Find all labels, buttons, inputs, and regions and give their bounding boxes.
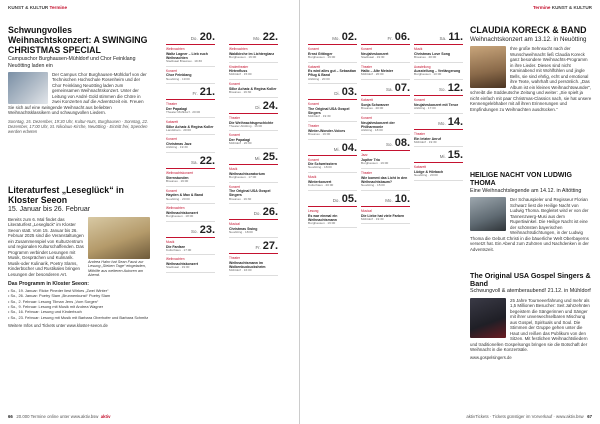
- event-title: Die Weihnachtsgeschichte: [229, 120, 274, 125]
- event-entry: [229, 168, 278, 183]
- event-venue: Altötting · 17:00: [414, 106, 436, 111]
- event-category: Weihnachten: [166, 47, 185, 51]
- event-venue: Braunau · 20:00: [361, 106, 384, 111]
- event-venue: Mühldorf · 19:30: [308, 114, 331, 119]
- event-category: Theater: [361, 171, 372, 176]
- weekday: Fr.: [255, 244, 261, 250]
- event-venue: Kulturhaus · 20:00: [308, 183, 334, 188]
- event-entry: [361, 154, 410, 169]
- page-number: 67: [587, 414, 592, 419]
- article-subtitle: Eine Weihnachtslegende am 14.12. in Altötting: [470, 188, 582, 194]
- event-venue: Kulturhaus · 17:00: [166, 247, 192, 252]
- article-title: CLAUDIA KORECK & BAND: [470, 25, 587, 35]
- event-entry: [414, 66, 463, 81]
- day-header: [414, 150, 463, 163]
- day-number: 11.: [448, 31, 463, 43]
- program-item: • So., 19. Januar: Ricke Pineder liest Wirkes „Zwei Winter“: [8, 288, 109, 294]
- calendar-column-3: [308, 30, 357, 408]
- event-category: Musical: [361, 208, 372, 213]
- event-title: Neujahrskonzert der Philharmonie: [361, 120, 395, 129]
- event-category: Konzert: [166, 68, 177, 73]
- day-header: [166, 87, 215, 100]
- weekday: Di.: [334, 91, 340, 97]
- event-title: Die Fanfare: [166, 244, 186, 249]
- event-category: Musik: [414, 47, 423, 51]
- day-header: [308, 32, 357, 45]
- article-footnote: www.gospelsingers.de: [470, 354, 512, 360]
- event-title: Der Papalagi: [166, 107, 188, 112]
- event-venue: Stadtsaal Braunau · 19:30: [166, 58, 202, 63]
- event-title: Weihnachtskonzert: [166, 262, 199, 267]
- day-number: 22.: [262, 31, 278, 43]
- event-entry: [308, 176, 357, 191]
- article-title: Schwungvolles Weihnachtskonzert: A SWINGING CHRISTMAS SPECIAL: [8, 25, 148, 55]
- article-title: Literaturfest „Leseglück“ in Kloster Seeon: [8, 185, 124, 205]
- event-entry: [229, 117, 278, 132]
- event-title: Lüdge & Hörbach: [414, 170, 444, 175]
- event-title: Ausstellung – Verlängerung: [414, 69, 461, 74]
- article-gospel-singers: [470, 272, 592, 360]
- event-entry: [229, 66, 278, 81]
- event-title: Weihnachtsmann im Wolkenkuckucksheim: [229, 260, 266, 269]
- day-header: [229, 152, 278, 165]
- event-entry: [166, 207, 215, 222]
- event-entry: [229, 134, 278, 149]
- event-category: Weihnachtskonzert: [166, 171, 194, 176]
- event-title: Wie kommt das Licht in den Weihnachtsbaum?: [361, 175, 408, 184]
- event-title: Weihnachtskonzert: [166, 211, 199, 216]
- event-category: Konzert: [361, 47, 372, 51]
- event-entry: [308, 103, 357, 122]
- event-entry: [166, 121, 215, 136]
- weekday: Do.: [190, 36, 198, 41]
- event-venue: Burghausen · 19:00: [308, 220, 336, 225]
- day-number: 05.: [341, 192, 357, 205]
- event-category: Ausstellung: [414, 64, 431, 69]
- program-item: • So., 26. Januar: Poetry Slam „Brunnenkunst“ Poetry Slam: [8, 293, 111, 299]
- event-entry: [308, 125, 357, 140]
- event-category: Kabarett: [308, 64, 321, 69]
- weekday: So.: [385, 142, 393, 148]
- event-venue: Burghausen · 17:00: [229, 174, 257, 179]
- day-number: 24.: [262, 99, 278, 112]
- event-entry: [361, 172, 410, 191]
- program-heading: Das Programm in Kloster Seeon:: [8, 281, 90, 288]
- author-photo: [88, 217, 150, 259]
- event-title: Hirtenfluss: [229, 69, 248, 74]
- event-venue: Mühldorf · 20:00: [361, 72, 384, 77]
- event-title: The Original USA Gospel Singers: [229, 189, 271, 198]
- event-title: Die Liebe hat viele Farben: [361, 213, 405, 218]
- event-venue: Neuötting · 20:00: [414, 173, 438, 178]
- event-entry: [308, 48, 357, 63]
- event-entry: [361, 99, 410, 114]
- event-venue: Braunau · 19:30: [229, 196, 252, 201]
- event-entry: [166, 258, 215, 273]
- event-venue: Altötting · 19:30: [166, 145, 188, 150]
- event-title: Die Schweisstern: [308, 162, 337, 167]
- day-number: 14.: [447, 115, 463, 128]
- event-entry: [308, 159, 357, 174]
- event-title: Neujahrskonzert: [361, 51, 389, 56]
- event-category: Konzert: [166, 137, 177, 142]
- event-category: Theater: [229, 115, 240, 120]
- event-title: Hayden & Max & Band: [166, 193, 204, 198]
- article-footnote: Weitere Infos und Tickets unter www.kloster-seeon.de: [8, 322, 108, 328]
- day-number: 26.: [262, 206, 278, 219]
- event-category: Musik: [229, 166, 238, 171]
- event-entry: [166, 138, 215, 153]
- header-sub: Termine: [49, 5, 68, 10]
- event-category: Konzert: [361, 115, 372, 120]
- left-page-header: [8, 5, 67, 10]
- event-entry: [414, 133, 463, 148]
- article-body: Bereits zum 6. Mal findet das Literaturfest „Leseglück“ im Kloster Seeon statt. Vom 15. Januar bis 26. Februar 2025 sind die Veranstaltungen ein Zusammenspiel von Kulturzentrum und regionalen Kulturschaffenden. Das Programm verbindet Lesungen mit Musik, Gesprächen und Kulinarik. Musik-oder Kulinarik, Poetry Slams, Kinderbücher und Rustikales bringen Lesungen der besonderen Art.: [8, 216, 84, 277]
- event-venue: Stadtsaal · 19:00: [166, 265, 190, 270]
- event-venue: Neuötting · 15:00: [361, 183, 385, 188]
- event-entry: [308, 210, 357, 229]
- weekday: Mi.: [254, 155, 261, 161]
- weekday: Mo.: [332, 36, 340, 41]
- article-body: Ihre große Sehnsucht nach der Wunschweihnacht ließ Claudia Koreck ganz besondere Weihnachts-Programm in ihre Lieder. Dieses sind nicht Kaminabend mit Wohlfühlen und jingle Bells, sie sind ehrlig, echt und emotional ihre Texte, wahrhaft und persönlich. „Das Album ist ein kleines Weihnachtswunder“, schreibt die Süddeutsche Zeitung und weiter: „Sie spielt ja nicht einfach mit paar Christmas-Classics nach, sie hat unsere Kennengelebhaber mit all ihren Erinnerungen und Empfindungen zu Weihnachten ausdrücken.“: [470, 46, 592, 112]
- weekday: So.: [190, 228, 198, 234]
- event-title: Winterkonzert: [308, 179, 332, 184]
- article-dates: Sonntag, 15. Dezember, 19:30 Uhr, Kultur-Nuts, Burghausen · Sonntag, 22. Dezember, 17:00 Uhr, St. Nikolaus-Kirche, Neuötting · Eintritt frei, Spenden werden erbeten: [8, 118, 149, 135]
- event-venue: Mühldorf · 15:00: [229, 72, 252, 77]
- event-title: Der Papalagi: [229, 138, 251, 143]
- event-title: The Original USA Gospel Singers: [308, 107, 350, 116]
- event-title: Jupiter Trio: [361, 158, 381, 163]
- article-literaturfest: [8, 186, 150, 328]
- event-venue: Braunau · 19:30: [229, 90, 252, 95]
- day-number: 15.: [447, 149, 463, 162]
- event-category: Kindertheater: [229, 64, 249, 69]
- article-body: Der Schauspieler und Regisseur Florian Schwarz liest die Heilige Nacht von Ludwig Thoma. Begleitet wird er von der Tannenzwerg-Musi aus dem Rupertiwinkel. Die Heilige Nacht ist eine der schönsten bayerischen Weihnachtsdichtungen, in der Ludwig Thoma die Geburt Christi in die bäuerliche Welt Oberbayerns versetzt hat. Ein Abend zum Zuhören und Nachdenken in der Adventszeit.: [470, 197, 589, 252]
- event-venue: Theater Mühldorf · 20:00: [166, 110, 201, 115]
- day-header: [414, 117, 463, 130]
- event-category: Theater: [229, 255, 240, 260]
- event-title: Chor Feinklang: [166, 73, 192, 78]
- event-category: Konzert: [229, 82, 240, 87]
- article-title: The Original USA Gospel Singers & Band: [470, 271, 591, 289]
- event-title: Winter-Wonder-Voices: [308, 128, 346, 133]
- day-number: 27.: [262, 239, 278, 252]
- weekday: Do.: [253, 211, 261, 217]
- event-venue: Neuötting · 18:00: [308, 165, 332, 170]
- event-entry: [361, 210, 410, 225]
- photo-block: [88, 217, 150, 278]
- day-number: 08.: [394, 137, 410, 150]
- event-venue: Stadtsaal · 19:30: [361, 54, 385, 59]
- header-section: KUNST & KULTUR: [8, 5, 49, 10]
- article-claudia-koreck: [470, 26, 592, 112]
- day-header: [414, 32, 463, 45]
- event-category: Lesung: [308, 208, 319, 213]
- weekday: Mo.: [385, 197, 393, 203]
- event-entry: [166, 103, 215, 118]
- weekday: Mi.: [333, 146, 340, 152]
- day-number: 03.: [341, 86, 357, 99]
- event-entry: [414, 99, 463, 114]
- event-category: Weihnachten: [166, 206, 185, 211]
- event-title: Silke Achatz & Regina Koller: [166, 124, 214, 129]
- left-footer: [8, 414, 111, 419]
- day-header: [361, 83, 410, 96]
- day-header: [414, 83, 463, 96]
- day-number: 02.: [341, 31, 357, 43]
- day-header: [229, 32, 278, 45]
- calendar-column-2: [229, 30, 278, 408]
- event-venue: Altötting · 20:00: [308, 76, 330, 81]
- weekday: Do.: [332, 197, 340, 203]
- event-venue: Burghausen · 16:00: [229, 54, 257, 59]
- event-title: Neujahrskonzert mit Tenor: [414, 102, 459, 107]
- event-category: Musik: [166, 239, 175, 244]
- event-category: Weihnachten: [166, 257, 185, 262]
- event-entry: [229, 48, 278, 63]
- article-heilige-nacht: [470, 172, 592, 252]
- event-venue: Burghausen · 18:00: [166, 214, 194, 219]
- event-venue: Burghausen · 19:00: [361, 161, 389, 166]
- article-body: Der Campus Chor Burghausen-Mühldorf von der Technischen Hochschule Rosenheim und der Chor Feinklang Neuötting laden zum gemeinsamen Weihnachtskonzert. Unter der Leitung von André Gold stimmen die Chöre in zwei Konzerten auf die Adventszeit ein. Freuen Sie sich auf eine swingende Weihnacht aus beliebten Weihnachtsklassikern und schwungvollen Liedern.: [8, 71, 147, 116]
- day-number: 06.: [394, 31, 410, 43]
- event-title: Sonja Schwarzer: [361, 102, 390, 107]
- event-title: Es wird alles gut – Sebastian Pflug & Band: [308, 69, 357, 78]
- event-venue: Braunau · 19:00: [166, 178, 189, 183]
- event-title: Sternstunden: [166, 175, 189, 180]
- event-category: Weihnachten: [229, 47, 248, 51]
- program-item: • So., 9. Februar: Lesung mit Musik mit Andrea Wagner: [8, 303, 104, 309]
- day-header: [361, 138, 410, 151]
- event-title: Christmas Jazz: [166, 142, 192, 147]
- event-entry: [414, 48, 463, 63]
- weekday: So.: [438, 87, 446, 93]
- event-category: Kabarett: [414, 165, 427, 170]
- day-header: [166, 225, 215, 238]
- page-number: 66: [8, 414, 13, 419]
- weekday: Sa.: [385, 87, 393, 93]
- day-header: [361, 194, 410, 207]
- choir-photo: [8, 72, 48, 104]
- event-entry: [308, 66, 357, 85]
- program-item: • So., 2. Februar: Lesung Tilman Jens „Vom Sorgen“: [8, 298, 99, 304]
- article-title: HEILIGE NACHT VON LUDWIG THOMA: [470, 172, 572, 187]
- event-category: Kabarett: [166, 119, 179, 124]
- event-venue: Burghausen · 19:00: [308, 54, 336, 59]
- event-title: Christmas Love Song: [414, 51, 450, 56]
- program-list: [8, 288, 150, 320]
- event-category: Theater: [308, 123, 319, 128]
- header-sub: Termine: [532, 5, 551, 10]
- event-title: Waltz Lagner – Lieb euch Weihnachten: [166, 51, 208, 60]
- weekday: Fr.: [192, 91, 198, 97]
- event-entry: [166, 190, 215, 205]
- event-title: Es war einmal ein Weihnachtsmann: [308, 213, 338, 222]
- weekday: Di.: [255, 104, 261, 110]
- event-category: Theater: [361, 64, 372, 69]
- day-number: 10.: [394, 192, 410, 205]
- day-header: [229, 101, 278, 114]
- event-venue: Mühldorf · 20:00: [229, 141, 252, 146]
- event-entry: [229, 257, 278, 276]
- event-entry: [229, 83, 278, 98]
- day-header: [166, 156, 215, 169]
- event-title: Ein letzter Anruf: [414, 136, 441, 141]
- right-page-header: [533, 5, 592, 10]
- event-category: Jazz: [361, 153, 368, 158]
- day-header: [308, 87, 357, 100]
- event-category: Konzert: [308, 157, 319, 162]
- event-category: Konzert: [308, 102, 319, 107]
- event-category: Konzert: [414, 98, 425, 103]
- event-entry: [166, 172, 215, 187]
- day-header: [361, 32, 410, 45]
- event-venue: Burghausen · 10:00: [414, 72, 442, 77]
- day-header: [229, 241, 278, 254]
- event-category: Konzert: [229, 184, 240, 189]
- artist-photo: [470, 46, 506, 88]
- event-category: Kabarett: [361, 98, 374, 103]
- event-title: Waldkirche im Lichterglanz: [229, 51, 275, 56]
- article-subtitle: Schwungvoll & atemberaubend! 21.12. in Mühldorf: [470, 288, 591, 295]
- header-section: KUNST & KULTUR: [551, 5, 592, 10]
- event-title: Weihnachtsoratorium: [229, 171, 265, 176]
- day-number: 25.: [262, 150, 278, 163]
- event-venue: Mühldorf · 19:30: [361, 216, 384, 221]
- event-entry: [229, 186, 278, 205]
- event-entry: [166, 241, 215, 256]
- event-entry: [414, 166, 463, 181]
- calendar-column-1: [166, 30, 215, 408]
- event-category: Konzert: [166, 188, 177, 193]
- right-footer: [466, 414, 592, 419]
- footer-text: 20.000 Termine online unter www.aktiv.bsw: [16, 414, 99, 419]
- event-category: Musik: [308, 175, 317, 180]
- event-venue: Mühldorf · 19:30: [414, 139, 437, 144]
- day-number: 21.: [199, 86, 215, 99]
- reader-photo: [470, 197, 506, 231]
- day-header: [308, 194, 357, 207]
- gospel-photo: [470, 298, 506, 338]
- article-body: 25 Jahre Tourneeerfahrung und mehr als 1,5 Millionen Besucher: Seit Jahrzehnten begeistern die Sängerinnen und Sänger mit ihrer unverwechselbaren Mischung aus Gospel, Spirituals und Soul. Die Stimmen der Gruppe gehen unter die Haut und reißen das Publikum von den Sitzen. Mit festlichen Weihnachtsliedern und traditionellen Gospelsongs bringen sie die Botschaft der Weihnacht in die Konzertsäle.: [470, 297, 590, 353]
- event-venue: Braunau · 19:00: [308, 131, 331, 136]
- event-entry: [361, 66, 410, 81]
- event-category: Theater: [414, 131, 425, 136]
- right-page: [300, 0, 600, 424]
- weekday: Mi.: [439, 154, 446, 160]
- day-number: 12.: [447, 82, 463, 95]
- program-item: • So., 23. Februar: Lesung mit Musik mit Barbara Oberhofer und Barbara Schmitz: [8, 314, 149, 320]
- day-number: 04.: [341, 141, 357, 154]
- article-subtitle: Weihnachtskonzert am 13.12. in Neuötting: [470, 35, 587, 43]
- event-venue: Neuötting · 18:00: [229, 230, 253, 235]
- weekday: Mo.: [253, 36, 261, 41]
- day-header: [166, 32, 215, 45]
- weekday: Mo.: [438, 120, 446, 126]
- article-subtitle: 15. Januar bis 26. Februar: [8, 205, 91, 213]
- event-category: Konzert: [229, 133, 240, 138]
- article-swinging-christmas: [8, 26, 150, 134]
- event-category: Konzert: [308, 47, 319, 51]
- event-venue: Neuötting · 20:00: [166, 196, 190, 201]
- event-title: Ernst Gittinger: [308, 51, 333, 56]
- event-venue: Mühldorf · 16:00: [229, 267, 252, 272]
- day-number: 07.: [394, 82, 410, 95]
- day-number: 22.: [199, 155, 215, 168]
- day-number: 20.: [199, 31, 215, 43]
- program-item: • So., 16. Februar: Lesung und Kinderbuch: [8, 309, 82, 315]
- event-venue: Landsham · 20:00: [166, 127, 191, 132]
- event-venue: Braunau · 20:00: [414, 54, 437, 59]
- weekday: Sa.: [439, 36, 447, 41]
- event-category: Musical: [229, 222, 240, 227]
- event-entry: [229, 223, 278, 238]
- event-entry: [166, 70, 215, 85]
- event-title: Hallo – Alte Meister: [361, 69, 394, 74]
- weekday: Fr.: [387, 36, 393, 41]
- footer-text: aktivTickets · Tickets günstiger im Vorverkauf · www.aktiv.bsw: [466, 414, 584, 419]
- event-venue: Theater Altötting · 16:00: [229, 123, 263, 128]
- footer-brand: aktiv: [100, 414, 111, 419]
- event-entry: [361, 117, 410, 136]
- day-header: [308, 143, 357, 156]
- event-title: Christmas Swing: [229, 227, 258, 232]
- event-venue: Altötting · 18:00: [361, 127, 383, 132]
- event-title: Silke Achatz & Regina Koller: [229, 86, 277, 91]
- event-category: Theater: [166, 102, 177, 107]
- calendar-column-4: [361, 30, 410, 408]
- day-number: 23.: [199, 223, 215, 236]
- calendar-column-5: [414, 30, 463, 408]
- event-venue: Neuötting · 19:00: [166, 76, 190, 81]
- photo-caption: Andrea Hahn hat Sean Faust zur Lesung „Sieben Tage“ eingeladen, Mithilfe aus weiteren Autoren am Abend.: [88, 259, 146, 278]
- event-entry: [166, 48, 215, 67]
- event-entry: [361, 48, 410, 63]
- day-header: [229, 207, 278, 220]
- weekday: Sa.: [190, 160, 198, 166]
- article-lead: Campuschor Burghausen-Mühldorf und Chor Feinklang Neuötting laden ein: [8, 56, 136, 69]
